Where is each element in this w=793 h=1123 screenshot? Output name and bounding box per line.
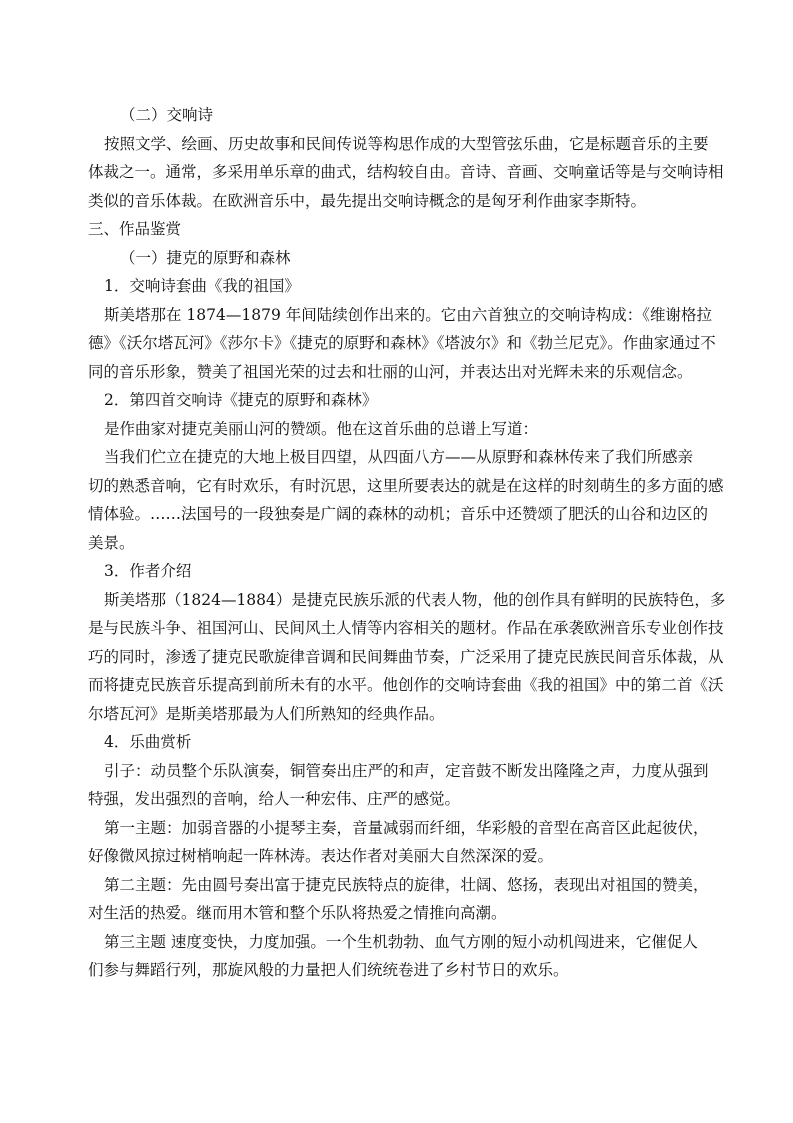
paragraph-line: 第一主题：加弱音器的小提琴主奏，音量减弱而纤细，华彩般的音型在高音区此起彼伏， — [104, 818, 709, 837]
paragraph-line: 第三主题 速度变快，力度加强。一个生机勃勃、血气方刚的短小动机闯进来，它催促人 — [104, 932, 698, 951]
paragraph-line: 切的熟悉音响，它有时欢乐，有时沉思，这里所要表达的就是在这样的时刻萌生的多方面的感 — [88, 476, 724, 495]
paragraph-line: 对生活的热爱。继而用木管和整个乐队将热爱之情推向高潮。 — [88, 904, 507, 922]
paragraph-line: 按照文学、绘画、历史故事和民间传说等构思作成的大型管弦乐曲，它是标题音乐的主要 — [104, 134, 709, 153]
paragraph-line: 特强，发出强烈的音响，给人一种宏伟、庄严的感觉。 — [88, 790, 461, 808]
subsection-heading-symphonic-poem: （二）交响诗 — [120, 106, 214, 124]
item-heading-my-country: 1．交响诗套曲《我的祖国》 — [104, 277, 300, 295]
paragraph-line: 巧的同时，渗透了捷克民歌旋律音调和民间舞曲节奏，广泛采用了捷克民族民间音乐体裁，从 — [88, 647, 724, 666]
subsection-heading-czech-fields: （一）捷克的原野和森林 — [120, 248, 291, 267]
section-heading-work-appreciation: 三、作品鉴赏 — [88, 220, 182, 238]
paragraph-line: 体裁之一。通常，多采用单乐章的曲式，结构较自由。音诗、音画、交响童话等是与交响诗相 — [88, 163, 724, 181]
paragraph-line: 好像微风掠过树梢响起一阵林涛。表达作者对美丽大自然深深的爱。 — [88, 847, 554, 865]
paragraph-line: 当我们伫立在捷克的大地上极目四望，从四面八方——从原野和森林传来了我们所感亲 — [104, 448, 694, 466]
paragraph-line: 斯美塔那（1824—1884）是捷克民族乐派的代表人物，他的创作具有鲜明的民族特色，多 — [104, 590, 726, 609]
document-body — [88, 101, 730, 985]
paragraph-line: 尔塔瓦河》是斯美塔那最为人们所熟知的经典作品。 — [88, 704, 445, 723]
paragraph-line: 类似的音乐体裁。在欧洲音乐中，最先提出交响诗概念的是匈牙利作曲家李斯特。 — [88, 191, 647, 210]
paragraph-line: 情体验。……法国号的一段独奏是广阔的森林的动机；音乐中还赞颂了肥沃的山谷和边区的 — [88, 505, 709, 523]
paragraph-line: 们参与舞蹈行列，那旋风般的力量把人们统统卷进了乡村节日的欢乐。 — [88, 961, 569, 979]
paragraph-line: 同的音乐形象，赞美了祖国光荣的过去和壮丽的山河，并表达出对光辉未来的乐观信念。 — [88, 362, 693, 381]
item-heading-fourth-poem: 2．第四首交响诗《捷克的原野和森林》 — [104, 391, 378, 409]
paragraph-line: 是作曲家对捷克美丽山河的赞颂。他在这首乐曲的总谱上写道： — [104, 419, 539, 438]
paragraph-line: 德》《沃尔塔瓦河》《莎尔卡》《捷克的原野和森林》《塔波尔》和《勃兰尼克》。作曲家通过不 — [88, 334, 716, 352]
paragraph-line: 斯美塔那在 1874—1879 年间陆续创作出来的。它由六首独立的交响诗构成：《维谢格拉 — [104, 305, 712, 324]
paragraph-line: 是与民族斗争、祖国河山、民间风土人情等内容相关的题材。作品在承袭欧洲音乐专业创作技 — [88, 619, 724, 637]
paragraph-line: 而将捷克民族音乐提高到前所未有的水平。他创作的交响诗套曲《我的祖国》中的第二首《沃 — [88, 676, 724, 694]
item-heading-music-analysis: 4．乐曲赏析 — [104, 733, 192, 751]
paragraph-line: 引子：动员整个乐队演奏，铜管奏出庄严的和声，定音鼓不断发出隆隆之声，力度从强到 — [104, 761, 709, 780]
paragraph-line: 美景。 — [88, 533, 135, 552]
item-heading-author-intro: 3．作者介绍 — [104, 562, 192, 580]
paragraph-line: 第二主题：先由圆号奏出富于捷克民族特点的旋律，壮阔、悠扬，表现出对祖国的赞美， — [104, 875, 709, 894]
